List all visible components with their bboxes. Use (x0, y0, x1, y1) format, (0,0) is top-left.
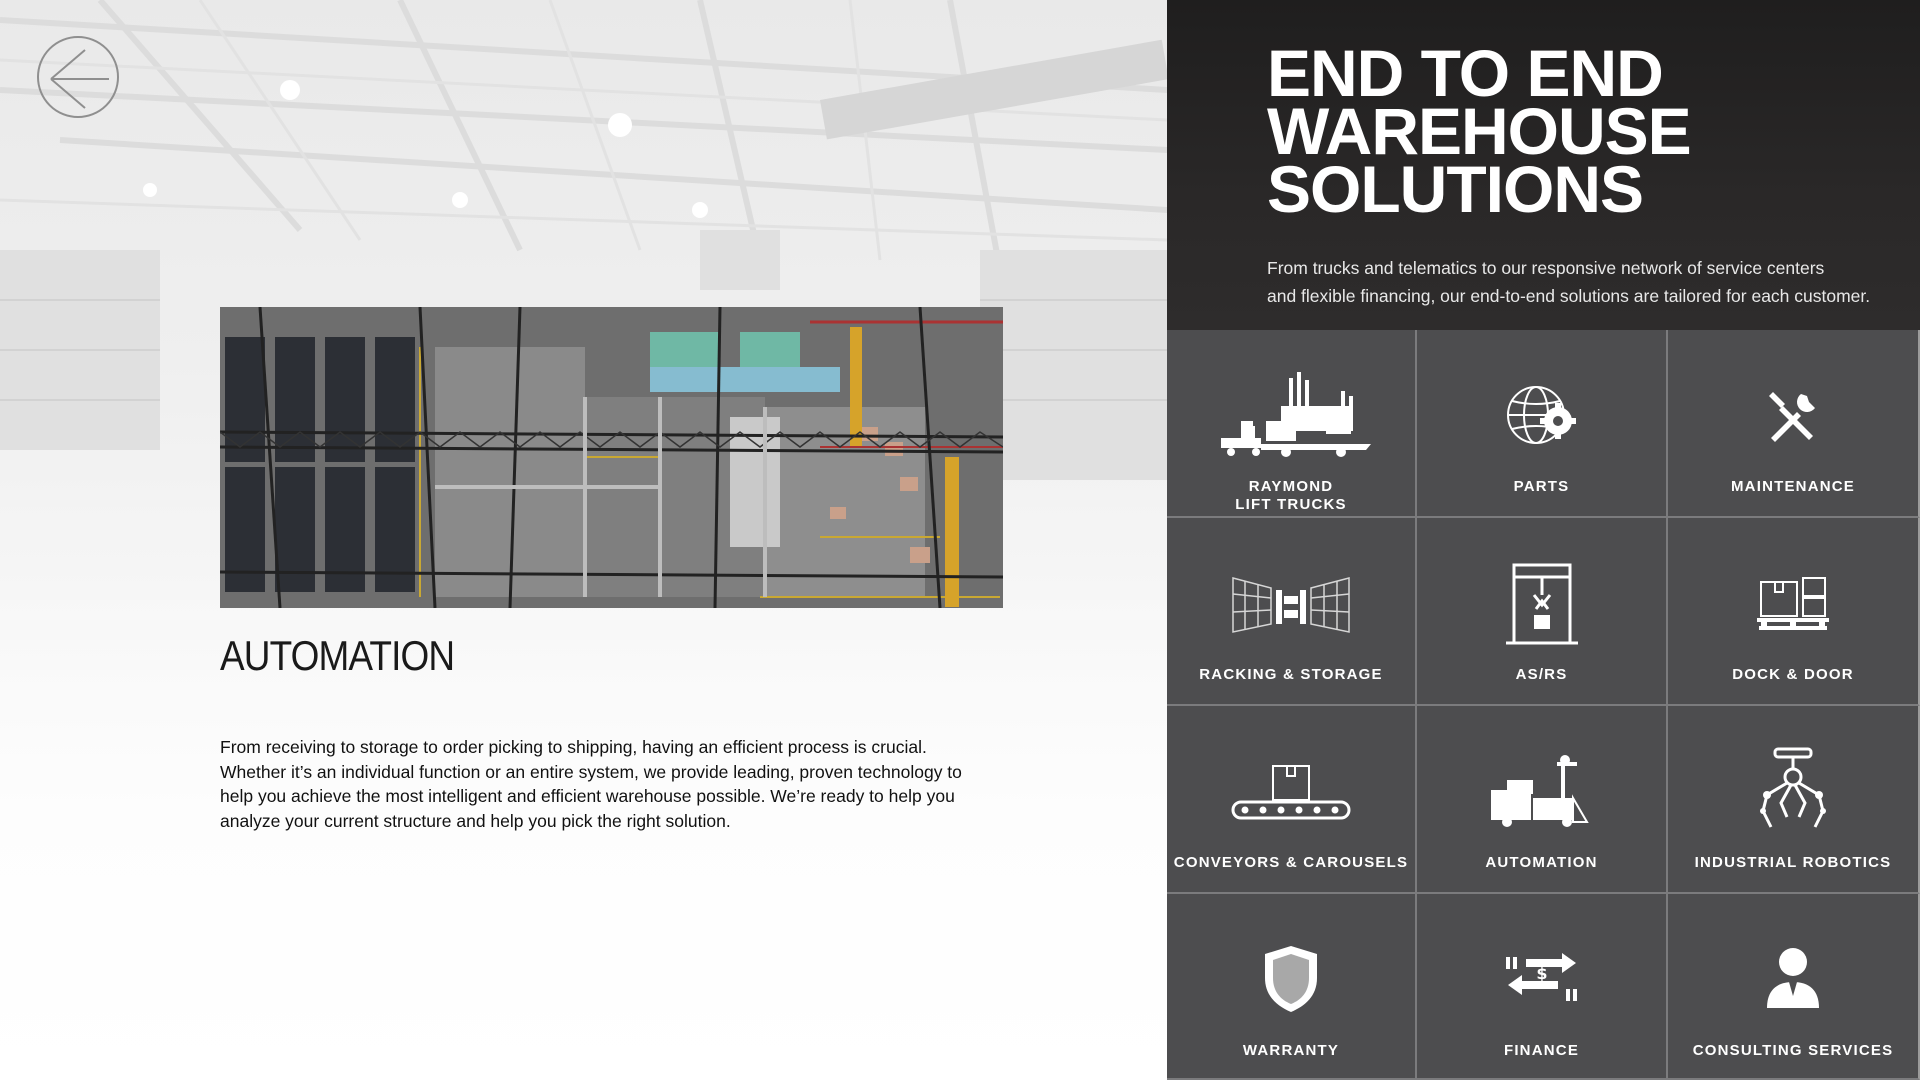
header-title-line: END TO END (1267, 36, 1663, 110)
tile-asrs[interactable] (1417, 518, 1668, 706)
header-description (1267, 254, 1920, 310)
tile-consulting-services[interactable] (1668, 894, 1920, 1080)
dock-boxes-icon (1713, 554, 1873, 654)
wrench-screwdriver-icon (1713, 366, 1873, 466)
asrs-icon (1462, 554, 1622, 654)
svg-text:$: $ (1535, 963, 1548, 983)
solutions-grid (1167, 330, 1920, 1080)
money-exchange-icon (1462, 929, 1622, 1029)
tile-parts[interactable] (1417, 330, 1668, 518)
tile-raymond-lift-trucks[interactable] (1167, 330, 1417, 518)
right-panel (1167, 0, 1920, 1080)
tile-automation[interactable] (1417, 706, 1668, 894)
globe-gear-icon (1462, 366, 1622, 466)
tile-maintenance[interactable] (1668, 330, 1920, 518)
header-title-line: WAREHOUSE (1267, 94, 1691, 168)
racking-icon (1211, 554, 1371, 654)
tile-label: CONVEYORS & CAROUSELS (1173, 854, 1409, 871)
tile-label: MAINTENANCE (1730, 478, 1856, 495)
tile-label: CONSULTING SERVICES (1692, 1042, 1894, 1059)
tile-label: PARTS (1513, 478, 1570, 495)
tile-label (1167, 478, 1415, 514)
forklift-icon (1211, 366, 1371, 466)
shield-icon (1211, 929, 1371, 1029)
consultant-person-icon (1713, 929, 1873, 1029)
tile-label: AUTOMATION (1485, 854, 1598, 871)
header-title (1267, 36, 1867, 226)
tile-label: FINANCE (1503, 1042, 1580, 1059)
solutions-header (1167, 0, 1920, 330)
tile-label: AS/RS (1515, 666, 1568, 683)
tile-label: RACKING & STORAGE (1199, 666, 1383, 683)
tile-label: DOCK & DOOR (1732, 666, 1854, 683)
header-title-line: SOLUTIONS (1267, 152, 1644, 226)
back-button[interactable] (37, 36, 119, 118)
tile-warranty[interactable] (1167, 894, 1417, 1080)
tile-label: INDUSTRIAL ROBOTICS (1694, 854, 1892, 871)
tile-label-line: RAYMOND (1248, 478, 1334, 495)
back-arrow-icon (39, 38, 121, 120)
tile-finance[interactable] (1417, 894, 1668, 1080)
tile-racking-storage[interactable] (1167, 518, 1417, 706)
section-description: From receiving to storage to order picking to shipping, having an efficient process is crucial. Whether it’s an individual function or an entire system, we provide leading, proven technology to help you achieve the most intelligent and efficient warehouse possible. We’re ready to help you analyze your current structure and help you pick the right solution. (220, 737, 962, 831)
section-title: AUTOMATION (220, 632, 455, 679)
tile-label: WARRANTY (1242, 1042, 1340, 1059)
tile-conveyors-carousels[interactable] (1167, 706, 1417, 894)
conveyor-icon (1211, 742, 1371, 842)
tile-label-line: LIFT TRUCKS (1235, 496, 1347, 513)
tile-industrial-robotics[interactable] (1668, 706, 1920, 894)
robotic-claw-icon (1713, 742, 1873, 842)
header-description-line: From trucks and telematics to our responsive network of service centers (1267, 258, 1825, 278)
automated-vehicle-icon (1462, 742, 1622, 842)
automation-warehouse-image (220, 307, 1003, 608)
header-description-line: and flexible financing, our end-to-end solutions are tailored for each customer. (1267, 286, 1871, 306)
tile-dock-door[interactable] (1668, 518, 1920, 706)
